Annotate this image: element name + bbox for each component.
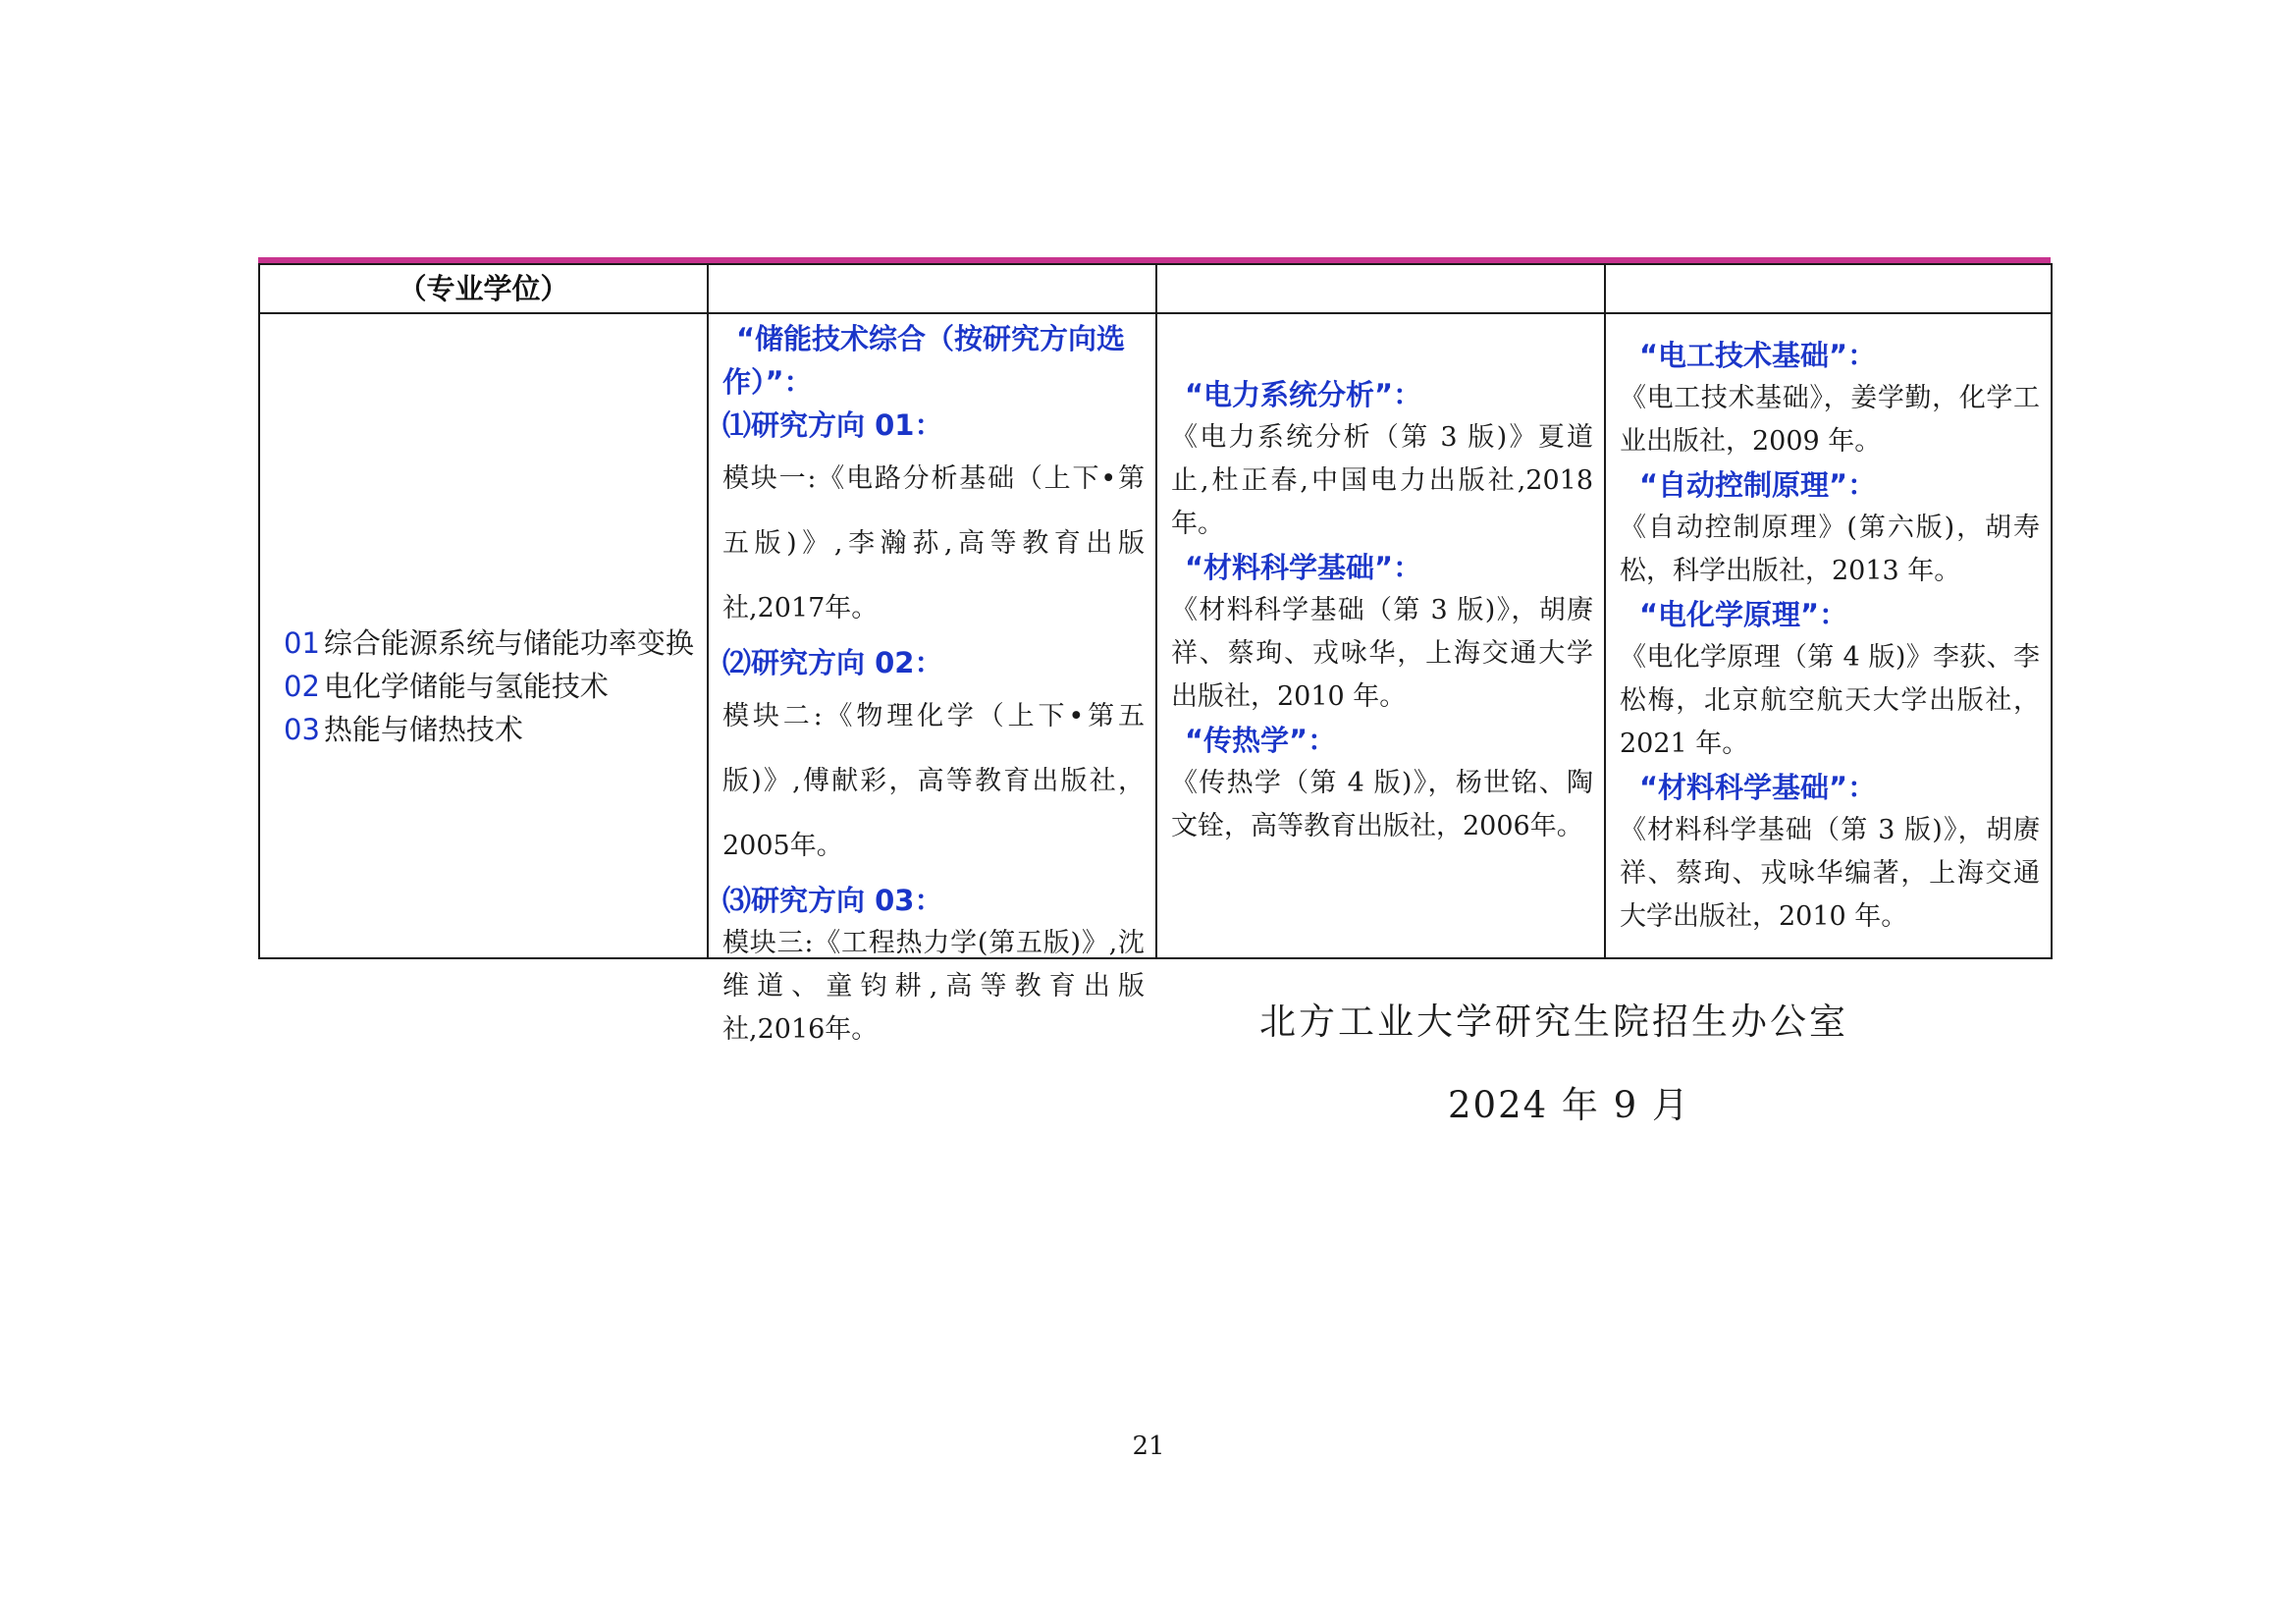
direction-item-03	[284, 708, 696, 751]
subject-title: “自动控制原理”：	[1639, 468, 1877, 502]
subject-reference: 《材料科学基础（第 3 版)》，胡赓祥、蔡珣、戎咏华编著，上海交通大学出版社，2010 年。	[1620, 815, 2040, 932]
degree-type-label: （专业学位）	[398, 272, 569, 305]
direction-code: 02	[284, 670, 320, 703]
subject-reference: 《材料科学基础（第 3 版)》，胡赓祥、蔡珣、戎咏华，上海交通大学出版社，2010 年。	[1171, 595, 1593, 712]
subject-title: “电工技术基础”：	[1639, 339, 1877, 372]
direction-code: 01	[284, 626, 320, 660]
direction-item-01	[284, 622, 696, 665]
module-3-reference: 模块三:《工程热力学(第五版)》,沈维道、童钧耕,高等教育出版社,2016年。	[722, 928, 1145, 1045]
table-header-row	[259, 264, 2052, 313]
subject-title: “电化学原理”：	[1639, 598, 1848, 631]
comprehensive-exam-title: “储能技术综合（按研究方向选作）”：	[722, 322, 1126, 399]
supplementary-subjects-cell	[1605, 313, 2052, 958]
comprehensive-exam-cell	[708, 313, 1156, 1045]
subject-title: “材料科学基础”：	[1185, 551, 1422, 584]
direction-name: 电化学储能与氢能技术	[323, 670, 609, 703]
direction-name: 热能与储热技术	[323, 713, 523, 746]
page-number: 21	[1132, 1432, 1165, 1461]
subject-reference: 《电化学原理（第 4 版)》李荻、李松梅，北京航空航天大学出版社，2021 年。	[1620, 642, 2040, 759]
subject-reference: 《电力系统分析（第 3 版)》夏道止,杜正春,中国电力出版社,2018年。	[1171, 422, 1593, 539]
direction-heading-3: ⑶研究方向 03：	[722, 884, 943, 917]
module-1-reference: 模块一:《电路分析基础（上下•第五版)》,李瀚荪,高等教育出版社,2017年。	[722, 463, 1145, 623]
module-2-reference: 模块二:《物理化学（上下•第五版)》,傅献彩，高等教育出版社，2005年。	[722, 701, 1145, 861]
research-directions-list	[284, 622, 696, 751]
issue-date: 2024 年 9 月	[1448, 1084, 1690, 1126]
header-cell-empty-2	[708, 264, 1156, 313]
retest-subjects-cell	[1156, 313, 1605, 958]
header-cell-empty-4	[1605, 264, 2052, 313]
subject-reference: 《自动控制原理》(第六版)，胡寿松，科学出版社，2013 年。	[1620, 513, 2040, 586]
subject-title: “传热学”：	[1185, 724, 1337, 757]
subject-title: “电力系统分析”：	[1185, 378, 1422, 411]
issuing-office: 北方工业大学研究生院招生办公室	[1259, 1001, 1848, 1043]
direction-heading-2: ⑵研究方向 02：	[722, 646, 943, 679]
directions-cell	[259, 313, 708, 958]
subject-title: “材料科学基础”：	[1639, 771, 1877, 804]
table-body-row	[259, 313, 2052, 958]
header-cell-empty-3	[1156, 264, 1605, 313]
direction-item-02	[284, 665, 696, 708]
direction-code: 03	[284, 713, 320, 746]
subject-reference: 《传热学（第 4 版)》，杨世铭、陶文铨，高等教育出版社，2006年。	[1171, 768, 1593, 841]
header-cell-degree	[259, 264, 708, 313]
direction-name: 综合能源系统与储能功率变换	[323, 626, 694, 660]
subject-reference: 《电工技术基础》，姜学勤，化学工业出版社，2009 年。	[1620, 383, 2040, 457]
direction-heading-1: ⑴研究方向 01：	[722, 408, 943, 442]
